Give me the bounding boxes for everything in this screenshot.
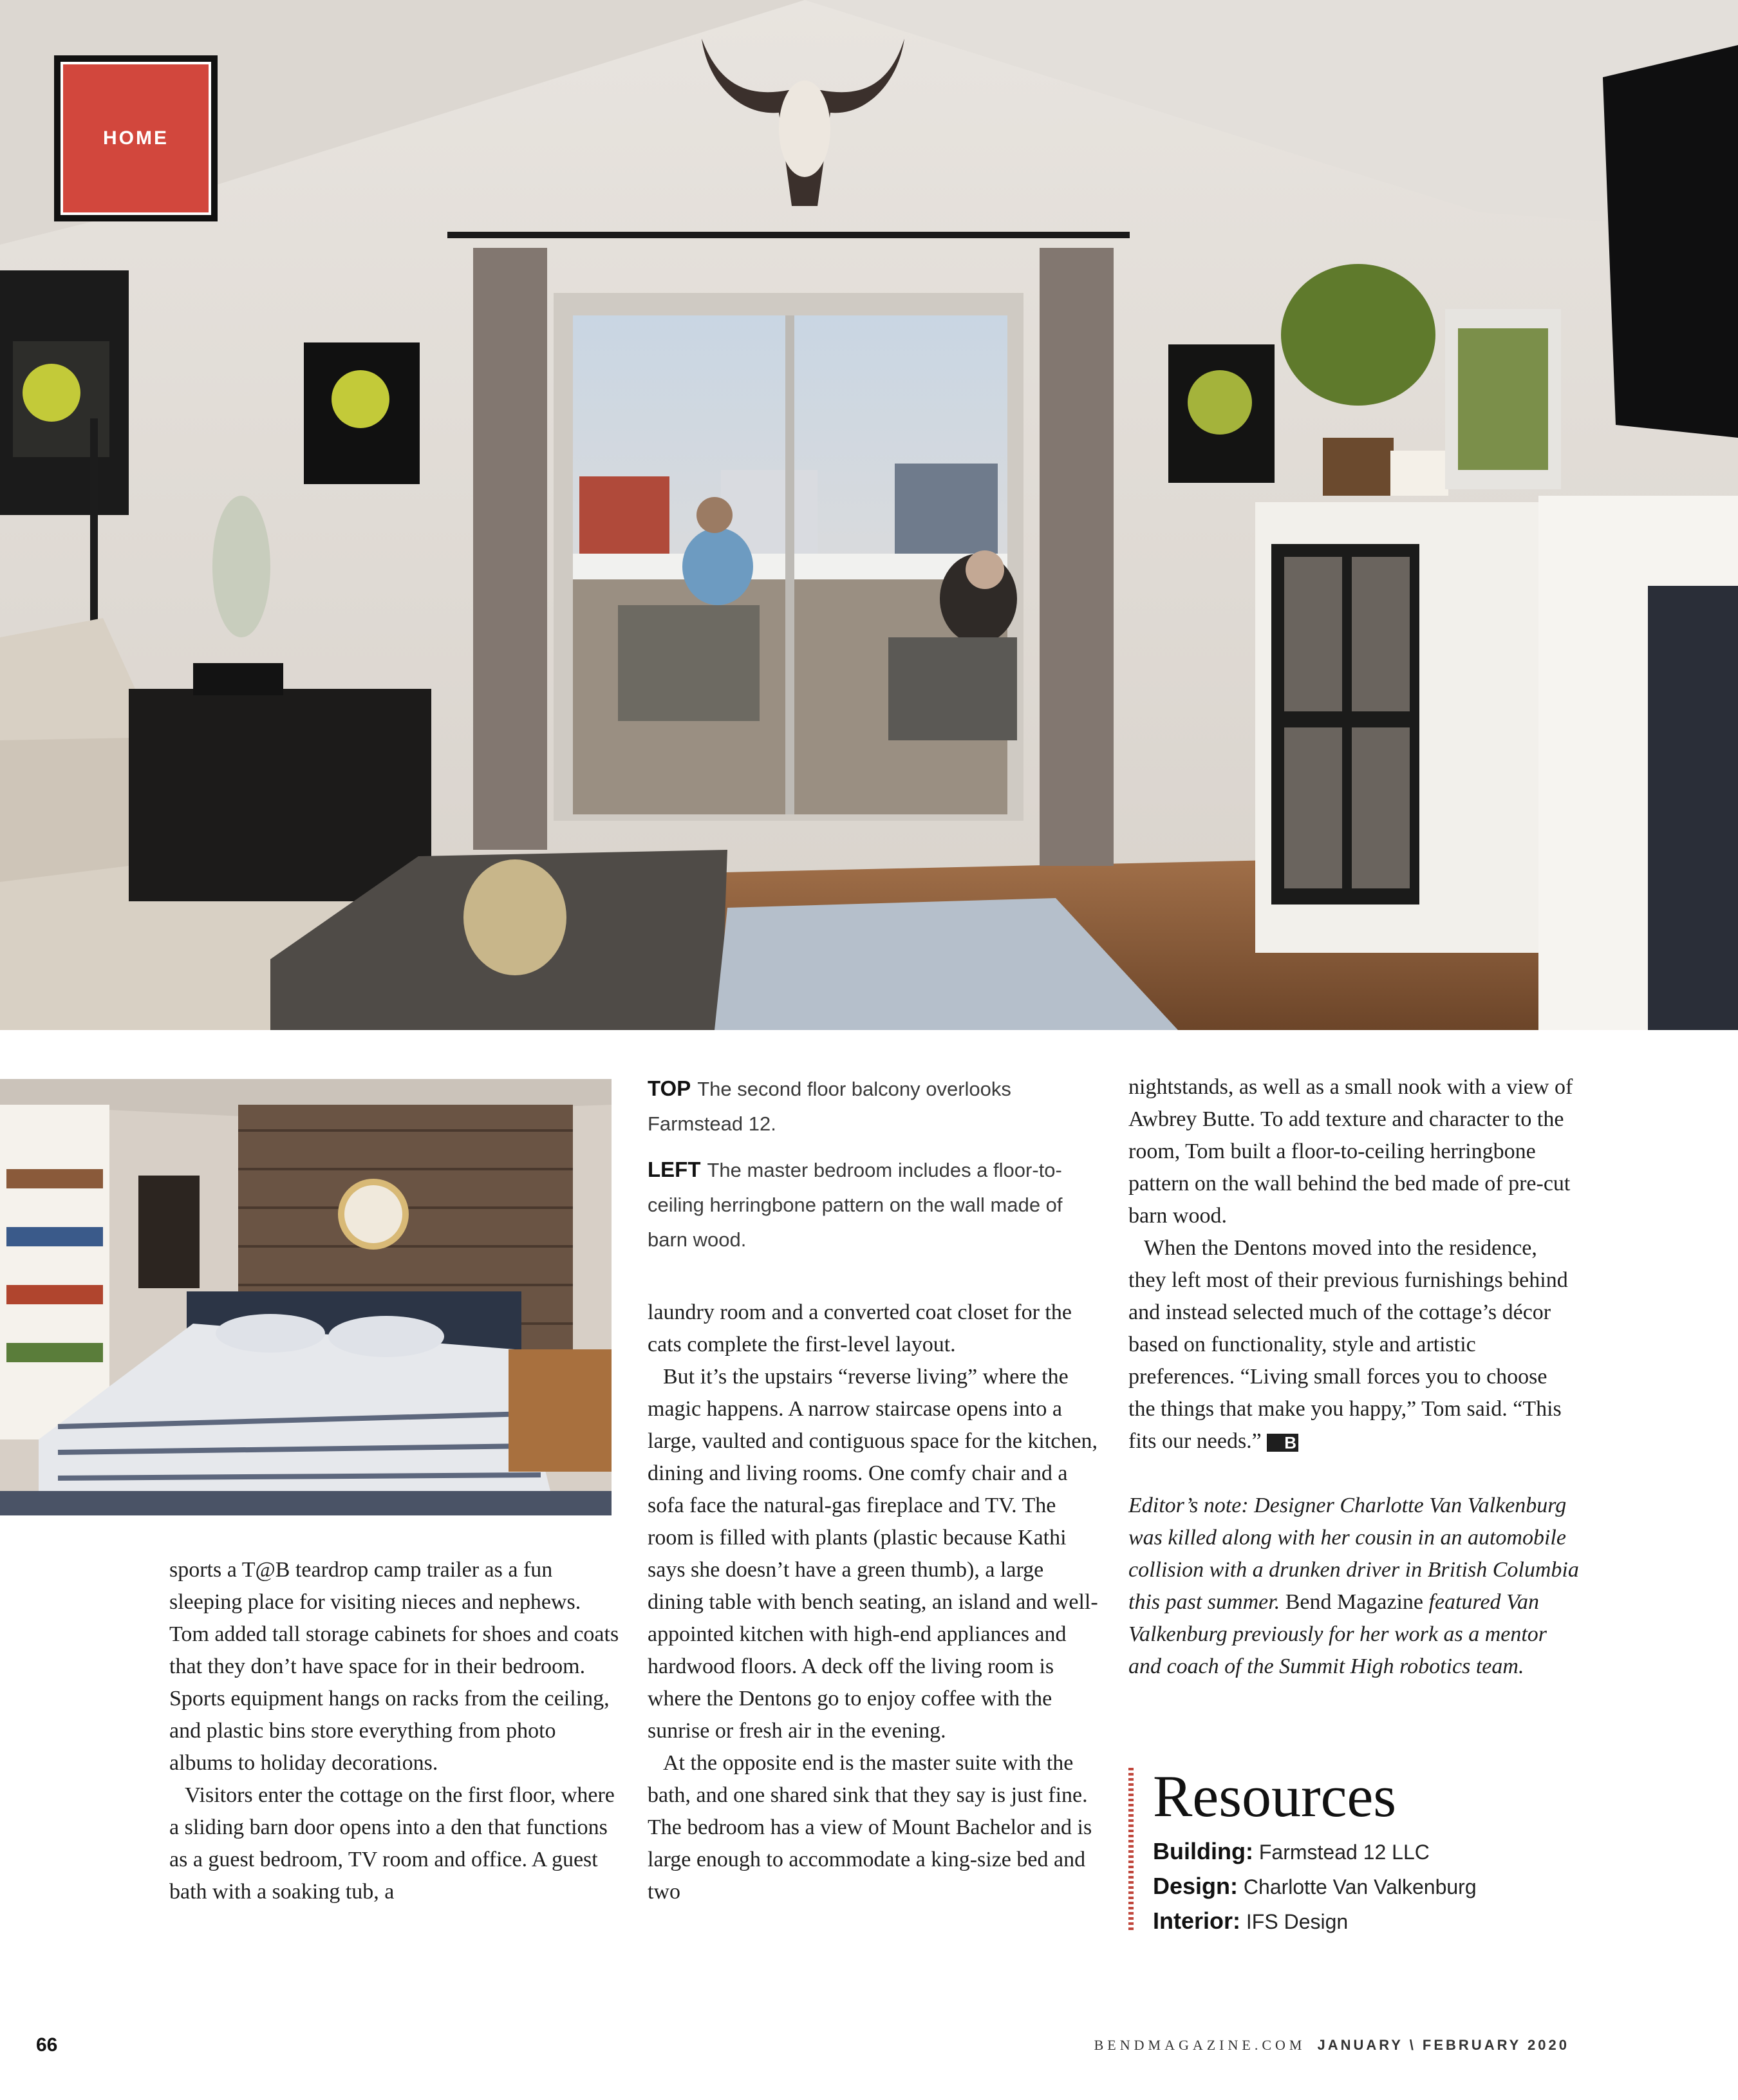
footer-issue: JANUARY \ FEBRUARY 2020 xyxy=(1317,2037,1569,2053)
resources-title: Resources xyxy=(1153,1763,1397,1829)
end-mark-icon: B xyxy=(1267,1434,1298,1452)
resources-accent-bar xyxy=(1128,1768,1134,1931)
resource-value: IFS Design xyxy=(1246,1910,1349,1933)
article-column-3 xyxy=(1128,1071,1579,1683)
paragraph: sports a T@B teardrop camp trailer as a fun sleeping place for visiting nieces and nephews. Tom added tall storage cabinets for shoes and coats that they don’t have space for in their bedroom. Sports equipment hangs on racks from the ceiling, and plastic bins store everything from photo albums to holiday decorations. xyxy=(169,1558,619,1775)
resource-label: Interior: xyxy=(1153,1908,1241,1934)
section-badge-label: HOME xyxy=(103,127,169,149)
section-badge-inner xyxy=(61,62,211,215)
paragraph-text: When the Dentons moved into the residence, they left most of their previous furnishings behind and instead selected much of the cottage’s décor based on functionality, style and artistic preferences. “Living small forces you to choose the things that make you happy,” Tom said. “This fits our needs.” xyxy=(1128,1236,1568,1453)
article-column-2 xyxy=(648,1297,1098,1908)
caption-left-label: LEFT xyxy=(648,1158,701,1181)
resource-value: Farmstead 12 LLC xyxy=(1258,1841,1430,1864)
article-column-1 xyxy=(169,1554,620,1908)
editors-note-part2: featured Van Valkenburg previously for her work as a mentor and coach of the Summit High robotics team. xyxy=(1128,1590,1547,1678)
caption-top-label: TOP xyxy=(648,1076,691,1100)
paragraph: But it’s the upstairs “reverse living” where the magic happens. A narrow staircase opens into a large, vaulted and contiguous space for the kitchen, dining and living rooms. One comfy chair and a sofa face the natural-gas fireplace and TV. The room is filled with plants (plastic because Kathi says she doesn’t have a green thumb), a large dining table with bench seating, an island and well-appointed kitchen with high-end appliances and hardwood floors. A deck off the living room is where the Dentons go to enjoy coffee with the sunrise or fresh air in the evening. xyxy=(648,1365,1098,1743)
resource-item xyxy=(1153,1873,1477,1900)
resources-box xyxy=(1128,1764,1579,1938)
resource-label: Design: xyxy=(1153,1873,1238,1899)
editors-note-part1: Editor’s note: Designer Charlotte Van Valkenburg was killed along with her cousin in an automobile collision with a drunken driver in British Columbia this past summer. xyxy=(1128,1494,1579,1614)
caption-top-text: The second floor balcony overlooks Farmstead 12. xyxy=(648,1078,1011,1135)
footer-site: BENDMAGAZINE.COM xyxy=(1094,2037,1306,2053)
paragraph: Visitors enter the cottage on the first floor, where a sliding barn door opens into a den that functions as a guest bedroom, TV room and office. A guest bath with a soaking tub, a xyxy=(169,1783,615,1904)
caption-top xyxy=(648,1071,1098,1141)
resource-item xyxy=(1153,1839,1430,1865)
resource-label: Building: xyxy=(1153,1838,1253,1864)
page-number: 66 xyxy=(36,2034,58,2056)
editors-note xyxy=(1128,1490,1579,1683)
resource-item xyxy=(1153,1908,1348,1935)
master-bedroom-photo xyxy=(0,1079,612,1515)
caption-left-text: The master bedroom includes a floor-to-ceiling herringbone pattern on the wall made of barn wood. xyxy=(648,1159,1063,1251)
living-room-photo xyxy=(0,0,1738,1030)
paragraph xyxy=(1128,1232,1579,1458)
footer-folio xyxy=(1094,2037,1569,2054)
caption-left xyxy=(648,1152,1098,1257)
paragraph: laundry room and a converted coat closet for the cats complete the first-level layout. xyxy=(648,1300,1072,1356)
section-badge xyxy=(54,55,218,221)
paragraph: At the opposite end is the master suite with the bath, and one shared sink that they say is just fine. The bedroom has a view of Mount Bachelor and is large enough to accommodate a king-size bed and two xyxy=(648,1751,1092,1904)
resource-value: Charlotte Van Valkenburg xyxy=(1243,1875,1477,1898)
paragraph: nightstands, as well as a small nook with a view of Awbrey Butte. To add texture and character to the room, Tom built a floor-to-ceiling herringbone pattern on the wall behind the bed made of pre-cut barn wood. xyxy=(1128,1075,1573,1228)
editors-note-magazine: Bend Magazine xyxy=(1285,1590,1424,1614)
